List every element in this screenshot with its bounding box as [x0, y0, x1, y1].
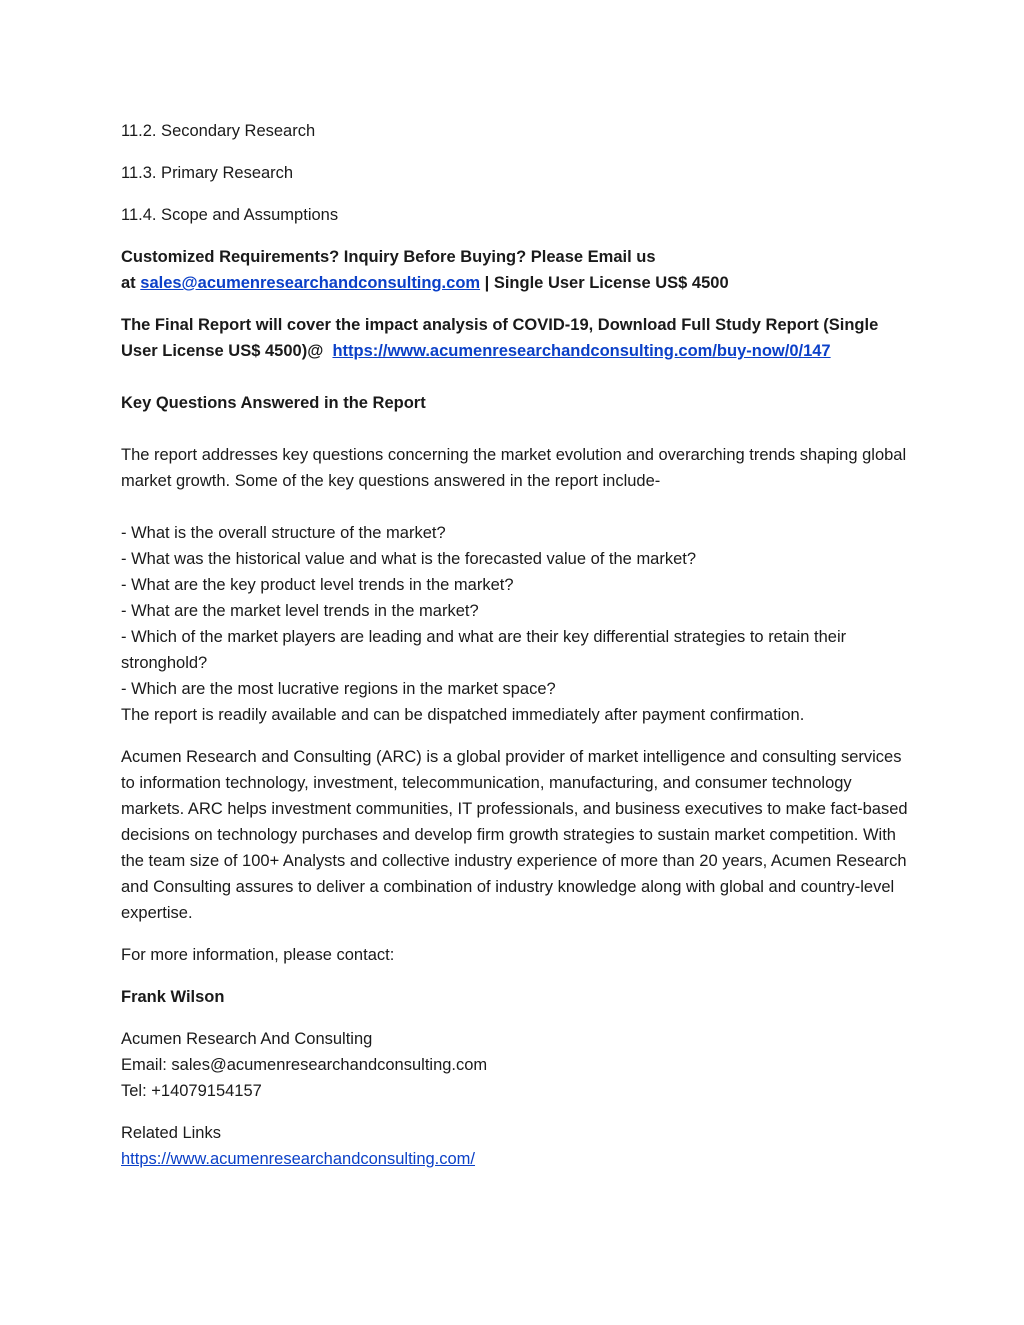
contact-phone: Tel: +14079154157 [121, 1082, 262, 1100]
question-item: - What are the key product level trends in the market? [121, 576, 514, 594]
contact-email: Email: sales@acumenresearchandconsulting.com [121, 1056, 488, 1074]
question-item: - What was the historical value and what is the forecasted value of the market? [121, 550, 697, 568]
key-questions-intro: The report addresses key questions concerning the market evolution and overarching trends shaping global market growth. Some of the key questions answered in the report include- [121, 446, 907, 490]
final-report-paragraph [121, 312, 911, 364]
about-arc-paragraph: Acumen Research and Consulting (ARC) is a global provider of market intelligence and consulting services to information technology, investment, telecommunication, manufacturing, and consumer technology markets. ARC helps investment communities, IT professionals, and business executives to make fact-based decisions on technology purchases and develop firm growth strategies to sustain market competition. With the team size of 100+ Analysts and collective industry experience of more than 20 years, Acumen Research and Consulting assures to deliver a combination of industry knowledge along with global and country-level expertise. [121, 748, 908, 922]
contact-name: Frank Wilson [121, 988, 225, 1006]
question-item: - Which of the market players are leading and what are their key differential strategies to retain their stronghold? [121, 628, 847, 672]
related-links [121, 1120, 911, 1172]
inquiry-line1: Customized Requirements? Inquiry Before Buying? Please Email us [121, 248, 656, 266]
buy-now-link[interactable]: https://www.acumenresearchandconsulting.com/buy-now/0/147 [332, 342, 831, 360]
toc-item-scope-assumptions: 11.4. Scope and Assumptions [121, 206, 339, 224]
key-questions-list [121, 520, 911, 728]
question-item: - What is the overall structure of the market? [121, 524, 446, 542]
toc-item-primary-research: 11.3. Primary Research [121, 164, 294, 182]
final-report-text: The Final Report will cover the impact analysis of COVID-19, Download Full Study Report (Single User License US$ 4500)@ [121, 316, 883, 360]
availability-note: The report is readily available and can be dispatched immediately after payment confirmation. [121, 706, 805, 724]
related-links-label: Related Links [121, 1124, 221, 1142]
key-questions-heading: Key Questions Answered in the Report [121, 394, 426, 412]
contact-details [121, 1026, 911, 1104]
toc-item-secondary-research: 11.2. Secondary Research [121, 122, 316, 140]
website-link[interactable]: https://www.acumenresearchandconsulting.com/ [121, 1150, 476, 1168]
contact-intro: For more information, please contact: [121, 946, 395, 964]
inquiry-paragraph [121, 244, 911, 296]
document-page [121, 118, 911, 1172]
contact-company: Acumen Research And Consulting [121, 1030, 373, 1048]
inquiry-email-link[interactable]: sales@acumenresearchandconsulting.com [140, 274, 481, 292]
question-item: - Which are the most lucrative regions in the market space? [121, 680, 556, 698]
inquiry-at: at [121, 274, 141, 292]
question-item: - What are the market level trends in the market? [121, 602, 479, 620]
inquiry-license: | Single User License US$ 4500 [480, 274, 729, 292]
